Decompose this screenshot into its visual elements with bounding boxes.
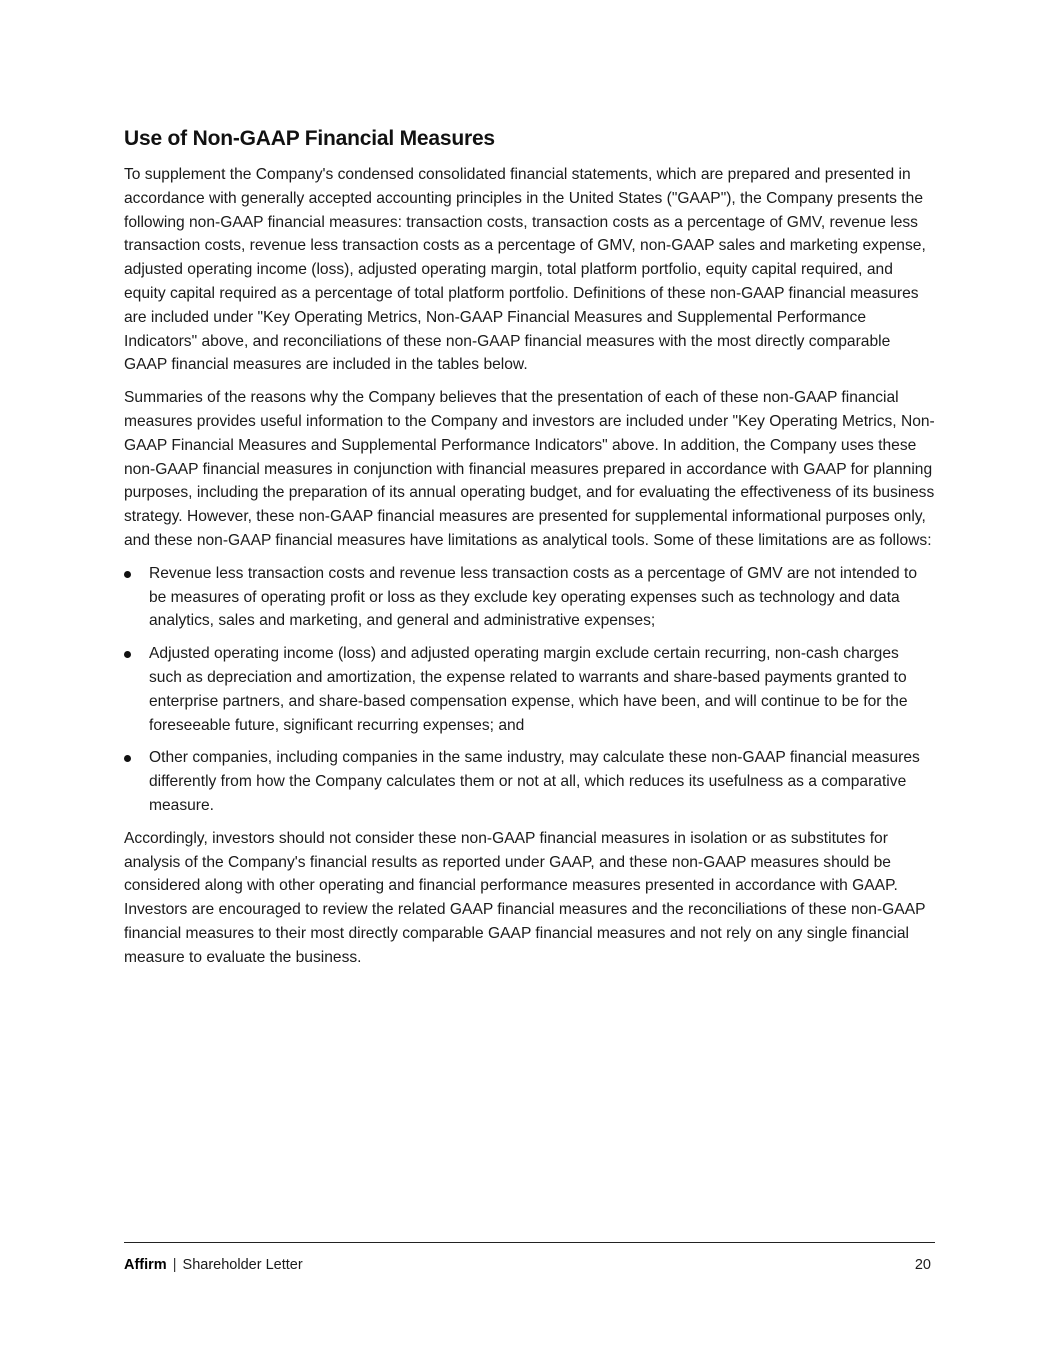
intro-paragraph: To supplement the Company's condensed consolidated financial statements, which are prepared and presented in accordance with generally accepted accounting principles in the United States ("GAAP"), the Company presents the following non-GAAP financial measures: transaction costs, transaction costs as a percentage of GMV, revenue less transaction costs, revenue less transaction costs as a percentage of GMV, non-GAAP sales and marketing expense, adjusted operating income (loss), adjusted operating margin, total platform portfolio, equity capital required, and equity capital required as a percentage of total platform portfolio. Definitions of these non-GAAP financial measures are included under "Key Operating Metrics, Non-GAAP Financial Measures and Supplemental Performance Indicators" above, and reconciliations of these non-GAAP financial measures with the most directly comparable GAAP financial measures are included in the tables below. xyxy=(124,166,926,374)
page-content xyxy=(124,124,936,979)
limitations-list xyxy=(124,562,936,818)
list-item xyxy=(124,746,936,817)
section-heading: Use of Non-GAAP Financial Measures xyxy=(124,127,495,150)
page-footer xyxy=(124,1242,935,1273)
list-item-text: Adjusted operating income (loss) and adjusted operating margin exclude certain recurring, non-cash charges such as depreciation and amortization, the expense related to warrants and share-based payments granted to enterprise partners, and share-based compensation expense, which have been, and will continue to be for the foreseeable future, significant recurring expenses; and xyxy=(149,645,908,734)
bullet-icon xyxy=(124,571,131,578)
document-title: Shareholder Letter xyxy=(182,1257,303,1273)
footer-label xyxy=(124,1256,303,1274)
list-item xyxy=(124,562,936,633)
list-item-text: Revenue less transaction costs and revenue less transaction costs as a percentage of GMV are not intended to be measures of operating profit or loss as they exclude key operating expenses such as technology and data analytics, sales and marketing, and general and administrative expenses; xyxy=(149,564,917,630)
bullet-icon xyxy=(124,755,131,762)
conclusion-paragraph: Accordingly, investors should not consider these non-GAAP financial measures in isolation or as substitutes for analysis of the Company's financial results as reported under GAAP, and these non-GAAP measures should be considered along with other operating and financial performance measures presented in accordance with GAAP. Investors are encouraged to review the related GAAP financial measures and the reconciliations of these non-GAAP financial measures to their most directly comparable GAAP financial measures and not rely on any single financial measure to evaluate the business. xyxy=(124,829,926,966)
bullet-icon xyxy=(124,651,131,658)
footer-separator: | xyxy=(172,1257,177,1273)
brand-name: Affirm xyxy=(124,1257,167,1273)
list-item-text: Other companies, including companies in the same industry, may calculate these non-GAAP financial measures differently from how the Company calculates them or not at all, which reduces its usefulness as a comparative measure. xyxy=(149,749,920,814)
page-number: 20 xyxy=(914,1257,931,1273)
list-item xyxy=(124,642,936,737)
summary-paragraph: Summaries of the reasons why the Company believes that the presentation of each of these non-GAAP financial measures provides useful information to the Company and investors are included under "Key Operating Metrics, Non-GAAP Financial Measures and Supplemental Performance Indicators" above. In addition, the Company uses these non-GAAP financial measures in conjunction with financial measures prepared in accordance with GAAP for planning purposes, including the preparation of its annual operating budget, and for evaluating the effectiveness of its business strategy. However, these non-GAAP financial measures are presented for supplemental informational purposes only, and these non-GAAP financial measures have limitations as analytical tools. Some of these limitations are as follows: xyxy=(124,389,935,549)
